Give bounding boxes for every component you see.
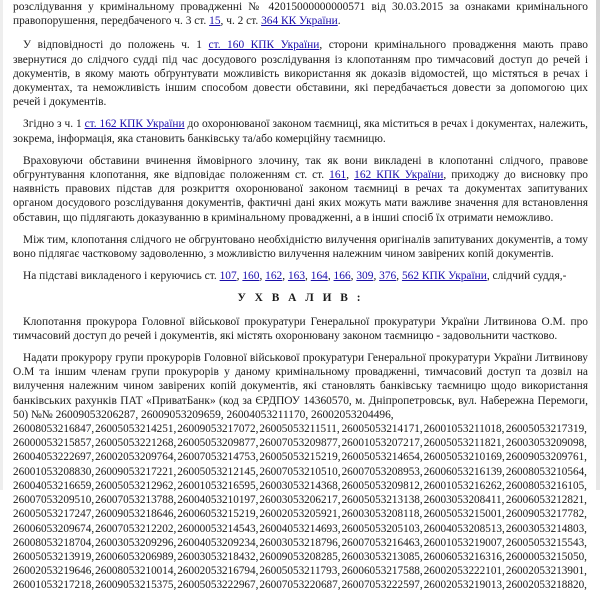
case-reference-paragraph (13, 0, 588, 28)
article-309-link[interactable]: 309 (356, 270, 374, 283)
account-number: 26002053213901, (505, 565, 587, 578)
text: , слідчий суддя,- (486, 270, 567, 283)
account-number: 26007053220687, (259, 579, 341, 592)
article-107-link[interactable]: 107 (219, 270, 237, 283)
account-number: 26008053216105, (505, 479, 587, 492)
account-number: 26006053216316, (423, 550, 505, 563)
account-number: 26004053209234, (177, 536, 259, 549)
text: , (346, 169, 355, 182)
account-number: 26005053215001, (423, 508, 505, 521)
account-number: 26005053210169, (423, 451, 505, 464)
account-number: 26003053208411, (423, 494, 505, 507)
article-376-link[interactable]: 376 (379, 270, 397, 283)
text: У відповідності до положень ч. 1 (23, 39, 209, 52)
account-number: 26005053209812, (341, 479, 423, 492)
account-number: 26004053214693, (259, 522, 341, 535)
text: , сторони кримінального провадження мають право звернутися до слідчого судді під час досудового розслідування із клопотанням про тимчасовий доступ до речей і документів, в якому мають обґрунтувати можливість використання як доказів відомостей, що містяться в речах і документах, та неможливість іншим способом довести обставини, які передбачається довести за допомогою цих речей і документів. (13, 39, 588, 109)
account-number: 26009053217221, (95, 465, 177, 478)
account-number: 26003053218432, (177, 550, 259, 563)
account-number: 26006053209674, (13, 522, 95, 535)
account-number: 26005053213919, (13, 550, 95, 563)
account-number: 26006053217588, (341, 565, 423, 578)
article-364-cc-link[interactable]: 364 КК України (261, 15, 338, 28)
account-number: 26001053207217, (341, 437, 423, 450)
account-number: 26007053209510, (13, 494, 95, 507)
account-number: 26005053212145, (177, 465, 259, 478)
paragraph-legal-basis: На підставі викладеного і керуючись ст. 107, 160, 162, 163, 164, 166, 309, 376, 562 КПК України, слідчий суддя,- (23, 270, 567, 283)
account-number: 26002053205921, (259, 508, 341, 521)
account-number: 26008053210014, (95, 565, 177, 578)
account-number: 26001053216262, (423, 479, 505, 492)
account-number: 26007053208953, (341, 465, 423, 478)
article-166-link[interactable]: 166 (333, 270, 351, 283)
account-number-grid (13, 422, 588, 592)
account-number: 26007053210510, (259, 465, 341, 478)
account-number: 26004053216659, (13, 479, 95, 492)
account-number: 26007053209877, (259, 437, 341, 450)
account-number: 26007053212202, (95, 522, 177, 535)
account-number: 26002053216794, (177, 565, 259, 578)
account-number: 26005053214171, (341, 423, 423, 436)
account-number: 26005053209877, (177, 437, 259, 450)
account-number: 26002053222101, (423, 565, 505, 578)
account-number: 26002053219013, (423, 579, 505, 592)
article-160-link-2[interactable]: 160 (242, 270, 260, 283)
account-number: 26005053213138, (341, 494, 423, 507)
article-15-link[interactable]: 15 (209, 15, 221, 28)
article-562-link[interactable]: 562 КПК України (401, 270, 487, 283)
account-number: 26006053216139, (423, 465, 505, 478)
scrollbar-track[interactable] (596, 0, 600, 490)
left-page-edge (0, 0, 3, 490)
account-number: 26005053215543, (505, 536, 587, 549)
text: Враховуючи обставини вчинення ймовірного злочину, так як вони викладені в клопотанні слідчого, правове обгрунтування клопотання, яке відповідає положенням ст. ст. (13, 154, 588, 182)
account-number: 26005053217319, (505, 423, 587, 436)
paragraph-access-grant: Надати прокурору групи прокурорів Головної військової прокуратури Генеральної прокуратури України Литвинову О.М та іншим членам групи прокурорів у даному кримінальному провадженні, тимчасовий доступ та дозвіл на вилучення належним чином завірених копій документів, які становлять банківську таємницю щодо використання банківських рахунків ПАТ «ПриватБанк» (код за ЄРДПОУ 14360570, м. Дніпропетровськ, вул. Набережна Перемоги, 50) №№ 26009053206287, 26009053209659, 26004053211170, 26002053204496, (13, 352, 588, 421)
account-number: 26005053215219, (259, 451, 341, 464)
account-number: 26002053219646, (13, 565, 95, 578)
account-number: 26005053214251, (95, 423, 177, 436)
account-number: 26000053215857, (13, 437, 95, 450)
account-number: 26003053209098, (505, 437, 587, 450)
account-number: 26005053205103, (341, 522, 423, 535)
account-number: 26004053210197, (177, 494, 259, 507)
account-number: 26006053206989, (95, 550, 177, 563)
account-number: 26003053206217, (259, 494, 341, 507)
account-number: 26001053211018, (423, 423, 505, 436)
account-number: 26005053222967, (177, 579, 259, 592)
account-number: 26005053211821, (423, 437, 505, 450)
text: , ч. 2 ст. (220, 15, 262, 28)
article-162-link[interactable]: ст. 162 КПК України (84, 118, 185, 131)
account-number: 26008053216847, (13, 423, 95, 436)
paragraph-partial-grant: Між тим, клопотання слідчого не обгрунтовано необхідністю вилучення оригіналів запитуваних документів, а тому воно підлягає частковому задоволенню, з можливістю вилучення належним чином завірених копій документів. (13, 233, 588, 261)
account-number: 26002053209764, (95, 451, 177, 464)
article-160-link[interactable]: ст. 160 КПК України (208, 39, 320, 52)
paragraph-ruling-grant: Клопотання прокурора Головної військової прокуратури Генеральної прокуратури України Литвинова О.М. про тимчасовий доступ до речей і документів, які містять охоронювану законом таємницю - задовольнити частково. (13, 315, 588, 342)
account-number: 26001053217218, (13, 579, 95, 592)
account-number: 26005053214654, (341, 451, 423, 464)
account-number: 26009053209761, (505, 451, 587, 464)
account-number: 26005053212962, (95, 479, 177, 492)
account-number: 26006053212821, (505, 494, 587, 507)
account-number: 26006053215219, (177, 508, 259, 521)
article-162-kpk-link[interactable]: 162 КПК України (354, 169, 444, 182)
account-number: 26005053221268, (95, 437, 177, 450)
account-number: 26007053216463, (341, 536, 423, 549)
account-number: 26003053214803, (505, 522, 587, 535)
document-body (13, 0, 588, 593)
account-number: 26005053217247, (13, 508, 95, 521)
account-number: 26008053218704, (13, 536, 95, 549)
text: На підставі викладеного і керуючись ст. (23, 270, 220, 283)
account-number: 26000053214543, (177, 522, 259, 535)
account-number: 26009053218646, (95, 508, 177, 521)
text: Згідно з ч. 1 (23, 118, 85, 131)
account-number: 26001053216595, (177, 479, 259, 492)
text: , приходжу до висновку про наявність правових підстав для розкриття охоронюваної законом таємниці в речах та документах запитуваних органом досудового розслідування документів, фактичні дані яких можуть мати важливе значення для встановлення обставин, що підлягають доказуванню в кримінальному провадженні, а в іншиі спосіб їх отримати неможливо. (13, 169, 589, 224)
account-number: 26000053215050, (505, 550, 587, 563)
ruling-heading: У Х В А Л И В : (237, 292, 364, 305)
paragraph-art160 (13, 38, 588, 109)
account-number: 26009053217072, (177, 423, 259, 436)
account-number: 26009053208285, (259, 550, 341, 563)
article-161-link[interactable]: 161 (329, 169, 347, 182)
account-number: 26002053218820, (505, 579, 587, 592)
account-number: 26009053217782, (505, 508, 587, 521)
account-number: 26001053208830, (13, 465, 95, 478)
account-number: 26005053211511, (259, 423, 340, 436)
article-162-link-2[interactable]: 162 (265, 270, 283, 283)
text: розслідування у кримінальному провадженні № 42015000000000571 від 30.03.2015 за ознаками кримінального правопорушення, передбаченого ч. 3 ст. (13, 1, 588, 28)
account-number: 26003053213085, (341, 550, 423, 563)
account-number: 26003053209296, (95, 536, 177, 549)
account-number: 26005053211793, (259, 565, 341, 578)
text: . (337, 15, 341, 28)
text: до охоронюваної законом таємниці, яка міститься в речах і документах, належить, зокрема, інформація, яка становить банківську та/або комерційну таємницю. (13, 118, 588, 145)
account-number: 26007053214753, (177, 451, 259, 464)
account-number: 26007053222597, (341, 579, 423, 592)
article-164-link[interactable]: 164 (310, 270, 328, 283)
account-number: 26001053219007, (423, 536, 505, 549)
account-number: 26009053215375, (95, 579, 177, 592)
paragraph-circumstances (13, 154, 588, 225)
account-number: 26004053208513, (423, 522, 505, 535)
article-163-link[interactable]: 163 (287, 270, 306, 283)
account-number: 26004053222697, (13, 451, 95, 464)
account-number: 26003053214368, (259, 479, 341, 492)
account-number: 26003053218796, (259, 536, 341, 549)
paragraph-art162 (13, 117, 588, 145)
account-number: 26007053213788, (95, 494, 177, 507)
account-number: 26003053208118, (341, 508, 423, 521)
account-number: 26008053210564, (505, 465, 587, 478)
